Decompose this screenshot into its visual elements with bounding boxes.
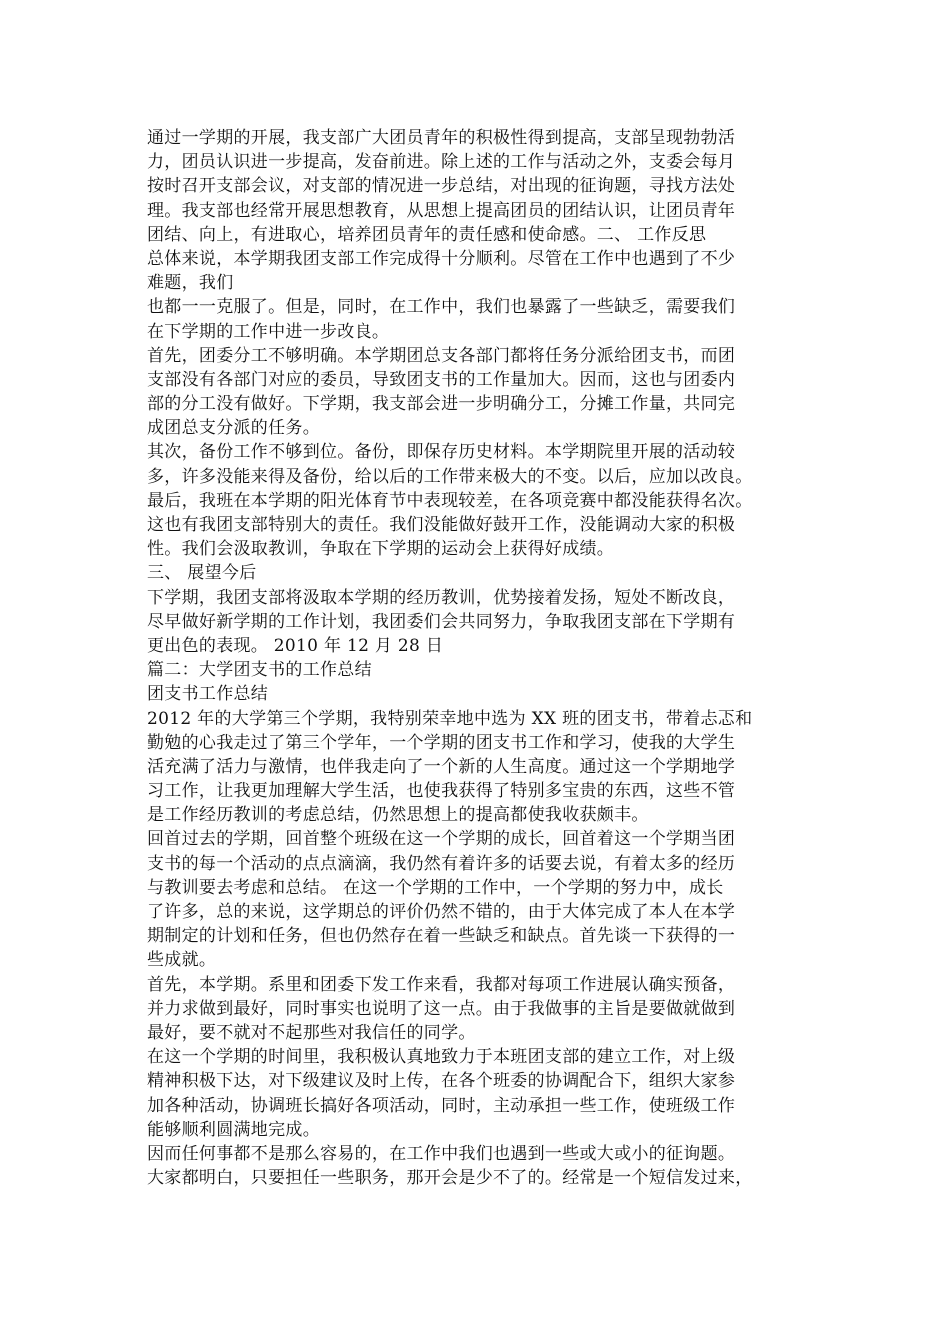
text-line: 下学期，我团支部将汲取本学期的经历教训，优势接着发扬，短处不断改良，	[147, 587, 736, 608]
text-line: 性。我们会汲取教训，争取在下学期的运动会上获得好成绩。	[147, 539, 615, 560]
text-line: 其次，备份工作不够到位。备份，即保存历史材料。本学期院里开展的活动较	[147, 442, 736, 463]
text-line: 了许多，总的来说，这学期总的评价仍然不错的，由于大体完成了本人在本学	[147, 902, 736, 922]
text-line: 活充满了活力与激情，也伴我走向了一个新的人生高度。通过这一个学期地学	[147, 756, 736, 777]
text-line: 力，团员认识进一步提高，发奋前进。除上述的工作与活动之外，支委会每月	[147, 152, 736, 173]
text-line: 因而任何事都不是那么容易的，在工作中我们也遇到一些或大或小的征询题。	[147, 1143, 736, 1164]
text-line: 期制定的计划和任务，但也仍然存在着一些缺乏和缺点。首先谈一下获得的一	[147, 926, 736, 947]
text-line: 最好，要不就对不起那些对我信任的同学。	[147, 1022, 476, 1043]
text-line: 按时召开支部会议，对支部的情况进一步总结，对出现的征询题，寻找方法处	[147, 176, 736, 197]
document-body	[147, 126, 809, 1190]
section-heading: 三、 展望今后	[147, 563, 257, 584]
text-line: 勤勉的心我走过了第三个学年，一个学期的团支书工作和学习，使我的大学生	[147, 732, 736, 753]
text-line: 也都一一克服了。但是，同时，在工作中，我们也暴露了一些缺乏，需要我们	[147, 297, 736, 318]
text-line: 更出色的表现。 2010 年 12 月 28 日	[147, 635, 444, 656]
text-line: 这也有我团支部特别大的责任。我们没能做好鼓开工作，没能调动大家的积极	[147, 515, 736, 535]
text-line: 支书的每一个活动的点点滴滴，我仍然有着许多的话要去说，有着太多的经历	[147, 853, 736, 874]
text-line: 尽早做好新学期的工作计划，我团委们会共同努力，争取我团支部在下学期有	[147, 611, 736, 632]
text-line: 加各种活动，协调班长搞好各项活动，同时，主动承担一些工作，使班级工作	[147, 1095, 736, 1116]
text-line: 成团总支分派的任务。	[147, 418, 320, 439]
text-line: 大家都明白，只要担任一些职务，那开会是少不了的。经常是一个短信发过来，	[147, 1168, 753, 1189]
text-line: 团结、向上，有进取心，培养团员青年的责任感和使命感。二、 工作反思	[147, 224, 707, 245]
text-line: 些成就。	[147, 950, 217, 971]
text-line: 与教训要去考虑和总结。 在这一个学期的工作中，一个学期的努力中，成长	[147, 877, 724, 898]
text-line: 理。我支部也经常开展思想教育，从思想上提高团员的团结认识，让团员青年	[147, 200, 736, 221]
text-line: 多，许多没能来得及备份，给以后的工作带来极大的不变。以后，应加以改良。	[147, 466, 753, 487]
text-line: 支部没有各部门对应的委员，导致团支书的工作量加大。因而，这也与团委内	[147, 369, 736, 390]
article-heading: 篇二：大学团支书的工作总结	[147, 660, 372, 681]
text-line: 首先，团委分工不够明确。本学期团总支各部门都将任务分派给团支书，而团	[147, 345, 736, 366]
text-line: 2012 年的大学第三个学期，我特别荣幸地中选为 XX 班的团支书，带着忐忑和	[147, 708, 753, 729]
text-line: 在这一个学期的时间里，我积极认真地致力于本班团支部的建立工作，对上级	[147, 1047, 736, 1068]
text-line: 最后，我班在本学期的阳光体育节中表现较差，在各项竞赛中都没能获得名次。	[147, 490, 753, 511]
text-line: 精神积极下达，对下级建议及时上传，在各个班委的协调配合下，组织大家参	[147, 1071, 736, 1092]
text-line: 是工作经历教训的考虑总结，仍然思想上的提高都使我收获颇丰。	[147, 805, 649, 826]
text-line: 并力求做到最好，同时事实也说明了这一点。由于我做事的主旨是要做就做到	[147, 998, 736, 1019]
text-line: 回首过去的学期，回首整个班级在这一个学期的成长，回首着这一个学期当团	[147, 829, 736, 850]
text-line: 习工作，让我更加理解大学生活，也使我获得了特别多宝贵的东西，这些不管	[147, 781, 736, 802]
text-line: 首先，本学期。系里和团委下发工作来看，我都对每项工作进展认确实预备，	[147, 974, 736, 995]
text-line: 总体来说，本学期我团支部工作完成得十分顺利。尽管在工作中也遇到了不少	[147, 248, 736, 269]
text-line: 通过一学期的开展，我支部广大团员青年的积极性得到提高，支部呈现勃勃活	[147, 128, 736, 148]
article-subtitle: 团支书工作总结	[147, 684, 269, 705]
text-line: 部的分工没有做好。下学期，我支部会进一步明确分工，分摊工作量，共同完	[147, 394, 736, 415]
text-line: 在下学期的工作中进一步改良。	[147, 321, 390, 342]
text-line: 难题，我们	[147, 273, 234, 294]
text-line: 能够顺利圆满地完成。	[147, 1119, 320, 1140]
